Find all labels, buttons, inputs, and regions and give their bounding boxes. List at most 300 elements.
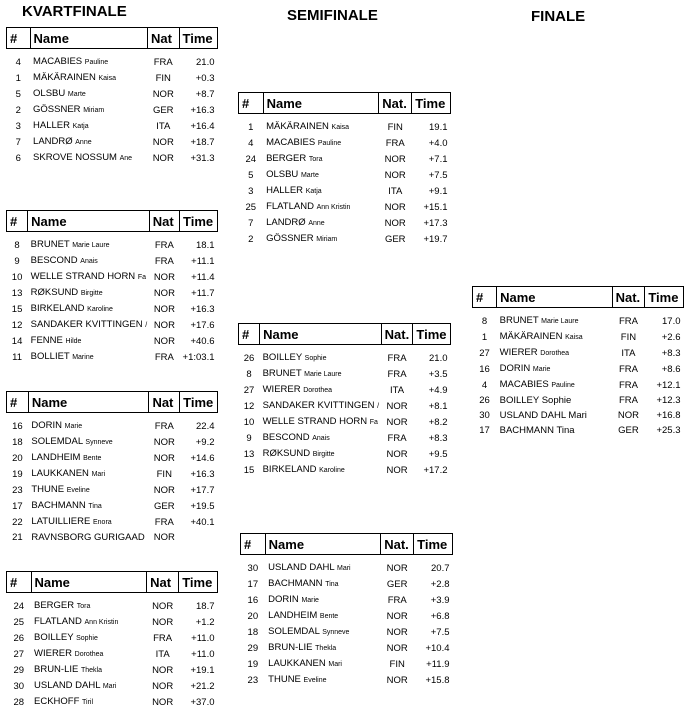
athlete-firstname: Kaisa (331, 124, 350, 131)
bib-number: 20 (12, 452, 23, 464)
nation-code: NOR (386, 610, 408, 622)
table-row (239, 414, 451, 430)
athlete-surname: ECKHOFF (34, 696, 80, 707)
col-time-header: Time (180, 392, 218, 413)
athlete-firstname: Fa (369, 419, 378, 426)
athlete-name-cell (497, 345, 612, 361)
col-time-header: Time (412, 93, 451, 114)
result-time: +8.3 (661, 347, 681, 359)
result-time: +7.5 (428, 169, 448, 181)
nation-code: GER (384, 233, 406, 245)
nation-code: ITA (388, 185, 403, 197)
bib-number: 8 (246, 368, 252, 380)
athlete-name-cell (263, 151, 379, 167)
athlete-surname: THUNE (268, 674, 301, 685)
athlete-firstname: Marine (72, 354, 94, 361)
athlete-firstname: Ann Kristin (316, 204, 351, 211)
col-time-header: Time (180, 211, 218, 232)
table-row (7, 269, 218, 285)
athlete-name-cell (265, 576, 381, 592)
athlete-firstname: Dorothea (540, 350, 570, 357)
bib-number: 6 (15, 152, 21, 164)
kvartfinale-heat-1-table (6, 27, 218, 166)
header-row (7, 392, 218, 413)
athlete-firstname: Marie Laure (304, 371, 342, 378)
result-time: +19.5 (190, 500, 215, 512)
nation-code: ITA (155, 648, 170, 660)
athlete-name-cell (263, 167, 379, 183)
athlete-firstname: Marie Laure (541, 318, 579, 325)
athlete-surname: HALLER (33, 120, 70, 131)
result-time: +21.2 (190, 680, 215, 692)
table-row (473, 313, 684, 329)
result-time: +17.7 (190, 484, 215, 496)
result-time: +1:03.1 (182, 351, 215, 363)
athlete-firstname: / (377, 403, 380, 410)
athlete-surname: LAUKKANEN (268, 658, 326, 669)
athlete-surname: LANDHEIM (31, 452, 81, 463)
athlete-surname: USLAND DAHL Mari (499, 410, 587, 421)
result-time: +8.6 (661, 363, 681, 375)
bib-number: 25 (13, 616, 25, 628)
table-row (473, 408, 684, 423)
athlete-firstname: Synneve (322, 629, 350, 636)
result-time: +16.4 (190, 120, 215, 132)
athlete-surname: SANDAKER KVITTINGEN (30, 319, 143, 330)
table-row (241, 672, 453, 688)
result-time: +7.5 (430, 626, 450, 638)
athlete-surname: LANDHEIM (268, 610, 318, 621)
athlete-firstname: Birgitte (80, 290, 103, 297)
athlete-name-cell (260, 398, 382, 414)
athlete-name-cell (265, 560, 381, 576)
bib-number: 23 (12, 484, 23, 496)
bib-number: 21 (12, 532, 23, 543)
bib-number: 13 (11, 287, 23, 299)
result-time: +11.9 (426, 658, 450, 670)
table-row (239, 199, 451, 215)
athlete-name-cell (30, 54, 147, 70)
athlete-firstname: / (145, 322, 148, 329)
bib-number: 17 (479, 425, 490, 436)
table-row (7, 498, 218, 514)
athlete-name-cell (497, 313, 612, 329)
nation-code: NOR (384, 169, 406, 181)
nation-code: NOR (152, 616, 174, 628)
athlete-name-cell (30, 70, 147, 86)
athlete-name-cell (31, 694, 147, 710)
athlete-firstname: Miriam (316, 236, 338, 243)
table-row (473, 329, 684, 345)
bib-number: 15 (11, 303, 23, 315)
athlete-surname: HALLER (266, 185, 304, 196)
nation-code: NOR (152, 136, 174, 148)
header-row (7, 572, 218, 593)
result-time: 22.4 (196, 420, 215, 432)
table-row (7, 418, 218, 434)
athlete-name-cell (265, 624, 381, 640)
bib-number: 1 (15, 72, 21, 84)
table-row (239, 215, 451, 231)
col-num-header: # (241, 534, 266, 555)
bib-number: 14 (11, 335, 23, 347)
header-row (239, 93, 451, 114)
bib-number: 20 (247, 610, 259, 622)
athlete-surname: LANDRØ (266, 217, 306, 228)
result-time: +4.0 (428, 137, 448, 149)
finale-table (472, 286, 684, 438)
athlete-firstname: Marie Laure (72, 242, 110, 249)
header-row (241, 534, 453, 555)
athlete-firstname: Marie (64, 423, 83, 430)
athlete-name-cell (28, 482, 149, 498)
athlete-surname: GÖSSNER (33, 104, 81, 115)
result-time: +16.3 (190, 468, 215, 480)
result-time: +8.2 (428, 416, 448, 428)
bib-number: 2 (15, 104, 21, 116)
col-nat-header: Nat (147, 28, 179, 49)
athlete-surname: BACHMANN Tina (499, 425, 575, 436)
result-time: +8.7 (195, 88, 215, 100)
table-row (7, 301, 218, 317)
col-time-header: Time (179, 28, 217, 49)
athlete-name-cell (260, 430, 382, 446)
result-time: 17.0 (662, 315, 681, 327)
kvartfinale-heat-3-table (6, 391, 218, 545)
col-name-header: Name (28, 392, 149, 413)
athlete-surname: WIERER (34, 648, 72, 659)
athlete-name-cell (30, 86, 147, 102)
athlete-firstname: Katja (72, 123, 89, 130)
col-nat-header: Nat (149, 211, 179, 232)
result-time: +12.1 (656, 379, 681, 391)
athlete-name-cell (28, 434, 149, 450)
table-row (239, 119, 451, 135)
result-time: 19.1 (429, 121, 448, 133)
table-row (241, 576, 453, 592)
athlete-surname: SOLEMDAL (268, 626, 320, 637)
table-row (473, 393, 684, 408)
nation-code: NOR (153, 532, 175, 543)
result-time: +15.1 (423, 201, 448, 213)
table-row (7, 434, 218, 450)
athlete-name-cell (263, 199, 379, 215)
athlete-name-cell (28, 285, 150, 301)
table-row (7, 514, 218, 530)
athlete-surname: BRUNET (499, 315, 539, 326)
athlete-name-cell (265, 640, 381, 656)
athlete-firstname: Bente (319, 613, 339, 620)
nation-code: NOR (386, 562, 408, 574)
athlete-surname: MACABIES (499, 379, 549, 390)
athlete-name-cell (28, 237, 150, 253)
table-row (7, 237, 218, 253)
nation-code: FRA (387, 432, 407, 444)
athlete-firstname: Marie (532, 366, 551, 373)
table-row (7, 86, 218, 102)
result-time: +18.7 (190, 136, 215, 148)
bib-number: 12 (243, 400, 255, 412)
athlete-name-cell (31, 646, 147, 662)
bib-number: 19 (247, 658, 259, 670)
nation-code: FRA (618, 363, 638, 375)
bib-number: 30 (479, 410, 490, 421)
athlete-surname: BIRKELAND (30, 303, 85, 314)
athlete-name-cell (30, 118, 147, 134)
athlete-name-cell (265, 656, 381, 672)
athlete-name-cell (263, 119, 379, 135)
bib-number: 12 (11, 319, 23, 331)
nation-code: FIN (387, 121, 403, 133)
table-row (7, 134, 218, 150)
table-row (7, 150, 218, 166)
table-row (239, 366, 451, 382)
result-time (180, 530, 218, 545)
bib-number: 27 (479, 347, 490, 359)
athlete-surname: BRUN-LIE (34, 664, 79, 675)
table-row (7, 646, 218, 662)
athlete-name-cell (28, 450, 149, 466)
athlete-firstname: Eveline (66, 487, 90, 494)
nation-code: FRA (385, 137, 405, 149)
athlete-surname: BESCOND (30, 255, 78, 266)
athlete-name-cell (260, 462, 382, 478)
col-num-header: # (239, 93, 264, 114)
athlete-surname: DORIN (268, 594, 299, 605)
bib-number: 16 (479, 363, 490, 375)
athlete-firstname: Synneve (85, 439, 113, 446)
athlete-surname: BOILLEY (262, 352, 303, 363)
bib-number: 7 (248, 217, 254, 229)
col-nat-header: Nat. (379, 93, 412, 114)
result-time: +9.2 (195, 436, 215, 448)
bib-number: 9 (14, 255, 20, 267)
athlete-firstname: Anais (312, 435, 330, 442)
table-row (239, 398, 451, 414)
athlete-name-cell (31, 630, 147, 646)
nation-code: FIN (156, 468, 172, 480)
athlete-firstname: Sophie (76, 635, 98, 642)
athlete-name-cell (497, 377, 612, 393)
nation-code: NOR (153, 271, 175, 283)
nation-code: NOR (386, 400, 408, 412)
col-nat-header: Nat (147, 572, 179, 593)
nation-code: NOR (617, 410, 639, 421)
table-row (473, 361, 684, 377)
table-row (7, 466, 218, 482)
bib-number: 3 (248, 185, 254, 197)
bib-number: 26 (479, 395, 490, 406)
athlete-firstname: Sophie (304, 355, 327, 362)
athlete-name-cell (260, 414, 382, 430)
table-row (7, 102, 218, 118)
result-time: +1.2 (195, 616, 215, 628)
athlete-surname: BESCOND (262, 432, 310, 443)
athlete-surname: MACABIES (33, 56, 83, 67)
athlete-firstname: Miriam (83, 107, 105, 114)
athlete-firstname: Pauline (551, 382, 575, 389)
col-time-header: Time (413, 324, 451, 345)
bib-number: 16 (12, 420, 23, 432)
athlete-name-cell (30, 150, 147, 166)
athlete-name-cell (31, 614, 147, 630)
nation-code: GER (152, 104, 174, 116)
col-num-header: # (473, 287, 497, 308)
table-row (7, 333, 218, 349)
nation-code: NOR (384, 201, 406, 213)
col-time-header: Time (179, 572, 218, 593)
result-time: +15.8 (425, 674, 450, 686)
bib-number: 5 (248, 169, 254, 181)
nation-code: FRA (154, 420, 174, 432)
result-time: +2.6 (661, 331, 681, 343)
table-row (239, 183, 451, 199)
bib-number: 16 (247, 594, 259, 606)
bib-number: 3 (15, 120, 21, 132)
athlete-surname: OLSBU (266, 169, 299, 180)
athlete-name-cell (260, 382, 382, 398)
nation-code: NOR (386, 464, 408, 476)
result-time: +8.1 (428, 400, 448, 412)
bib-number: 25 (245, 201, 257, 213)
athlete-firstname: Birgitte (312, 451, 335, 458)
athlete-surname: BERGER (266, 153, 307, 164)
semifinale-heat-2-table (238, 323, 451, 478)
bib-number: 5 (15, 88, 21, 100)
nation-code: NOR (153, 484, 175, 496)
table-row (7, 614, 218, 630)
nation-code: FIN (620, 331, 637, 343)
athlete-surname: BERGER (34, 600, 75, 611)
col-name-header: Name (263, 93, 379, 114)
table-row (241, 640, 453, 656)
result-time: +37.0 (190, 696, 215, 708)
athlete-surname: FLATLAND (34, 616, 82, 627)
athlete-surname: LANDRØ (33, 136, 73, 147)
result-time: +8.3 (428, 432, 448, 444)
col-num-header: # (7, 392, 29, 413)
athlete-firstname: Tora (76, 603, 91, 610)
athlete-surname: WELLE STRAND HORN (30, 271, 136, 282)
athlete-name-cell (265, 592, 381, 608)
athlete-name-cell (263, 231, 379, 247)
athlete-firstname: Katja (305, 188, 322, 195)
athlete-surname: MÄKÄRAINEN (266, 121, 329, 132)
athlete-surname: FLATLAND (266, 201, 314, 212)
table-row (473, 345, 684, 361)
result-time: +0.3 (195, 72, 215, 84)
athlete-firstname: Anne (75, 139, 92, 146)
athlete-firstname: Pauline (317, 140, 342, 147)
bib-number: 30 (13, 680, 25, 692)
col-name-header: Name (260, 324, 382, 345)
bib-number: 27 (13, 648, 25, 660)
athlete-firstname: Dorothea (303, 387, 333, 394)
table-row (7, 678, 218, 694)
table-row (241, 624, 453, 640)
bib-number: 17 (247, 578, 259, 590)
result-time: +11.0 (191, 632, 215, 644)
athlete-name-cell (497, 361, 612, 377)
bib-number: 30 (247, 562, 259, 574)
athlete-surname: SOLEMDAL (31, 436, 83, 447)
bib-number: 1 (481, 331, 488, 343)
table-row (7, 349, 218, 365)
result-time: +2.8 (430, 578, 450, 590)
athlete-firstname: Ane (119, 155, 133, 162)
bib-number: 26 (13, 632, 25, 644)
nation-code: FRA (387, 594, 407, 606)
bib-number: 18 (247, 626, 259, 638)
bib-number: 18 (12, 436, 23, 448)
athlete-name-cell (263, 215, 379, 231)
athlete-surname: WIERER (262, 384, 301, 395)
athlete-surname: BIRKELAND (262, 464, 317, 475)
kvartfinale-heat-4-table (6, 571, 218, 710)
heading-kvartfinale: KVARTFINALE (22, 3, 127, 20)
nation-code: NOR (152, 664, 174, 676)
table-row (239, 151, 451, 167)
col-name-header: Name (497, 287, 612, 308)
athlete-surname: SKROVE NOSSUM (33, 152, 117, 163)
athlete-surname: LAUKKANEN (31, 468, 89, 479)
table-row (239, 382, 451, 398)
nation-code: FRA (618, 315, 638, 327)
result-time: +17.6 (190, 319, 215, 331)
col-nat-header: Nat (149, 392, 180, 413)
nation-code: NOR (384, 217, 406, 229)
nation-code: GER (386, 578, 408, 590)
bib-number: 10 (243, 416, 255, 428)
result-time: +11.1 (191, 255, 215, 267)
table-row (7, 253, 218, 269)
athlete-name-cell (31, 662, 147, 678)
nation-code: FRA (618, 379, 638, 391)
bib-number: 23 (247, 674, 259, 686)
heading-semifinale: SEMIFINALE (287, 7, 378, 24)
bib-number: 1 (248, 121, 254, 133)
nation-code: NOR (152, 88, 174, 100)
athlete-surname: USLAND DAHL (268, 562, 335, 573)
athlete-surname: BOILLEY (34, 632, 74, 643)
result-time: +19.7 (423, 233, 448, 245)
table-row (7, 482, 218, 498)
nation-code: FRA (387, 352, 407, 364)
athlete-name-cell (28, 333, 150, 349)
athlete-name-cell (28, 253, 150, 269)
result-time: +25.3 (656, 425, 681, 436)
semifinale-heat-3-table (240, 533, 453, 688)
athlete-surname: BRUN-LIE (268, 642, 313, 653)
table-row (7, 530, 218, 545)
table-row (239, 167, 451, 183)
athlete-firstname: Marie (301, 597, 319, 604)
bib-number: 13 (243, 448, 255, 460)
table-row (239, 446, 451, 462)
athlete-name-cell (28, 301, 150, 317)
athlete-surname: MÄKÄRAINEN (33, 72, 96, 83)
bib-number: 4 (481, 379, 488, 391)
result-time: +31.3 (190, 152, 215, 164)
athlete-surname: OLSBU (33, 88, 66, 99)
athlete-surname: FENNE (30, 335, 63, 346)
athlete-firstname: Tiril (82, 699, 94, 706)
athlete-firstname: Fa (137, 274, 146, 281)
athlete-surname: WIERER (499, 347, 538, 358)
athlete-firstname: Marte (300, 172, 319, 179)
col-time-header: Time (645, 287, 684, 308)
col-num-header: # (7, 28, 31, 49)
